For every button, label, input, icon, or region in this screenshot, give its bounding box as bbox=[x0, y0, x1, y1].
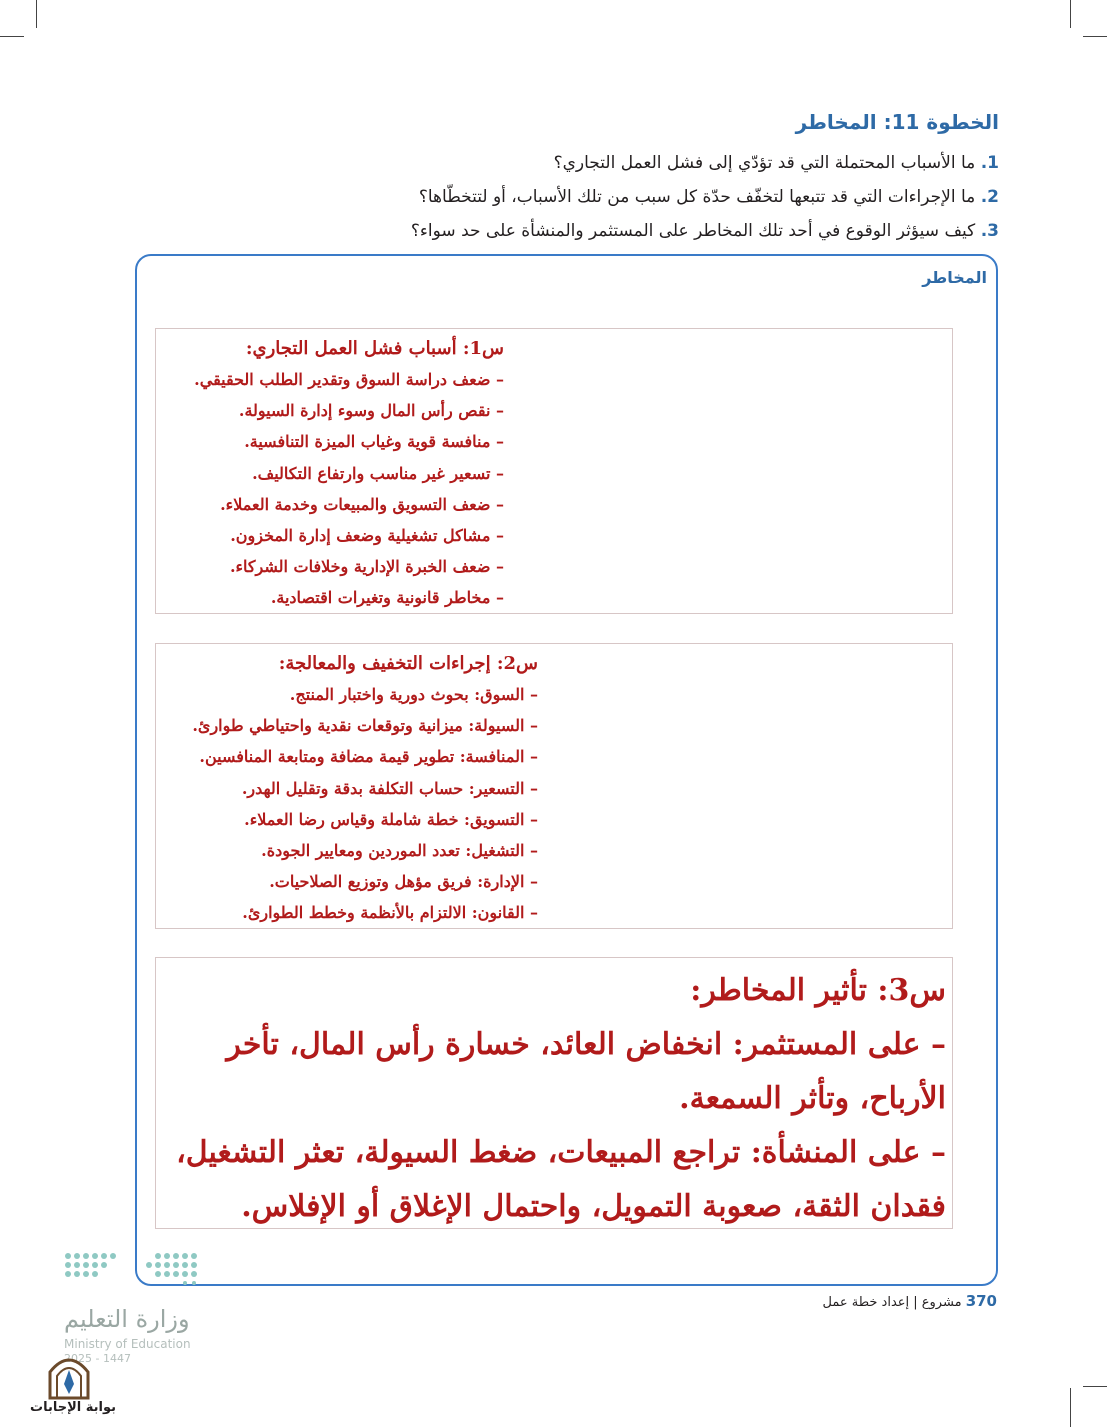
answer-item: – على المنشأة: تراجع المبيعات، ضغط السيولة، تعثر التشغيل، فقدان الثقة، صعوبة التمويل، واحتمال الإغلاق أو الإفلاس. bbox=[176, 1135, 946, 1224]
page-number: 370 bbox=[965, 1292, 997, 1310]
answer-box-2 bbox=[155, 643, 953, 929]
question-text: ما الأسباب المحتملة التي قد تؤدّي إلى فشل العمل التجاري؟ bbox=[553, 153, 981, 173]
question-item bbox=[239, 214, 999, 248]
question-text: ما الإجراءات التي قد تتبعها لتخفّف حدّة كل سبب من تلك الأسباب، أو لتتخطّاها؟ bbox=[418, 187, 981, 207]
answer-item: – نقص رأس المال وسوء إدارة السيولة. bbox=[238, 401, 504, 421]
crop-mark bbox=[0, 36, 24, 37]
question-item bbox=[239, 180, 999, 214]
question-number: 3. bbox=[980, 221, 999, 241]
watermark-label: بوابة الإجابات bbox=[30, 1400, 116, 1415]
page-footer bbox=[822, 1292, 997, 1310]
answer-item: – السوق: بحوث دورية واختبار المنتج. bbox=[289, 685, 538, 704]
answer-title: س3: تأثير المخاطر: bbox=[690, 973, 946, 1008]
ministry-year: 2025 - 1447 bbox=[64, 1352, 131, 1365]
crop-mark bbox=[1070, 0, 1071, 28]
frame-label: المخاطر bbox=[922, 268, 987, 287]
answer-item: – القانون: الالتزام بالأنظمة وخطط الطوارئ. bbox=[242, 903, 538, 923]
answer-item: – على المستثمر: انخفاض العائد، خسارة رأس المال، تأخر الأرباح، وتأثر السمعة. bbox=[226, 1027, 946, 1116]
answer-item: – منافسة قوية وغياب الميزة التنافسية. bbox=[244, 432, 504, 452]
crop-mark bbox=[1070, 1388, 1071, 1427]
answer-item: – التشغيل: تعدد الموردين ومعايير الجودة. bbox=[261, 841, 538, 861]
answer-item: – التسويق: خطة شاملة وقياس رضا العملاء. bbox=[244, 809, 538, 829]
ministry-logo-icon bbox=[58, 1250, 208, 1290]
answer-item: – مخاطر قانونية وتغيرات اقتصادية. bbox=[270, 588, 504, 608]
crop-mark bbox=[1083, 36, 1107, 37]
answer-title: س2: إجراءات التخفيف والمعالجة: bbox=[278, 653, 538, 674]
step-title: الخطوة 11: المخاطر bbox=[795, 110, 999, 134]
question-text: كيف سيؤثر الوقوع في أحد تلك المخاطر على المستثمر والمنشأة على حد سواء؟ bbox=[410, 221, 981, 241]
answer-item: – مشاكل تشغيلية وضعف إدارة المخزون. bbox=[230, 526, 504, 546]
answer-item: – التسعير: حساب التكلفة بدقة وتقليل الهدر. bbox=[241, 778, 538, 798]
answer-item: – السيولة: ميزانية وتوقعات نقدية واحتياطي طوارئ. bbox=[192, 716, 538, 736]
footer-section: مشروع | إعداد خطة عمل bbox=[822, 1295, 962, 1310]
answer-box-1 bbox=[155, 328, 953, 614]
gate-logo-icon bbox=[46, 1350, 92, 1400]
answer-item: – المنافسة: تطوير قيمة مضافة ومتابعة المنافسين. bbox=[199, 747, 538, 767]
answer-item: – ضعف الخبرة الإدارية وخلافات الشركاء. bbox=[229, 557, 504, 577]
answer-title: س1: أسباب فشل العمل التجاري: bbox=[245, 338, 504, 359]
crop-mark bbox=[1083, 1386, 1107, 1387]
answer-item: – تسعير غير مناسب وارتفاع التكاليف. bbox=[252, 463, 504, 483]
answer-item: – ضعف دراسة السوق وتقدير الطلب الحقيقي. bbox=[194, 370, 504, 389]
question-item bbox=[239, 146, 999, 180]
question-number: 1. bbox=[980, 153, 999, 173]
question-list bbox=[239, 146, 999, 248]
ministry-name-ar: وزارة التعليم bbox=[64, 1305, 190, 1333]
question-number: 2. bbox=[980, 187, 999, 207]
answer-item: – ضعف التسويق والمبيعات وخدمة العملاء. bbox=[220, 494, 504, 514]
ministry-name-en: Ministry of Education bbox=[64, 1337, 191, 1351]
answer-item: – الإدارة: فريق مؤهل وتوزيع الصلاحيات. bbox=[269, 872, 538, 892]
crop-mark bbox=[36, 0, 37, 28]
answer-box-3 bbox=[155, 957, 953, 1229]
